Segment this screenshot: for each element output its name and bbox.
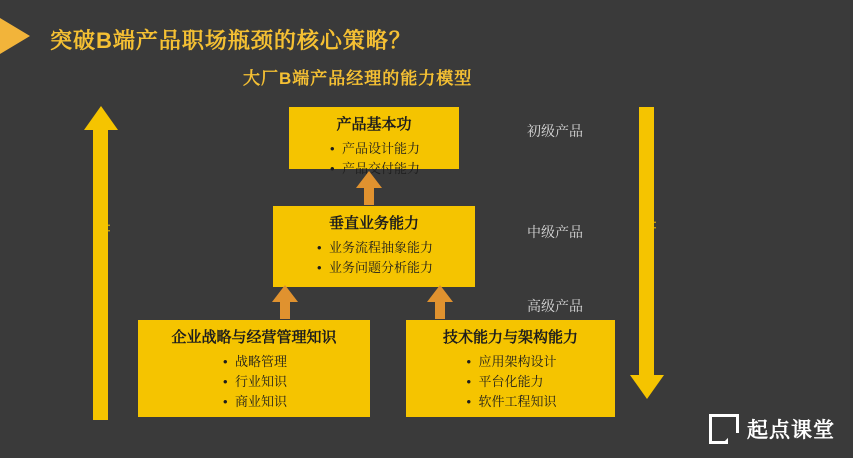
page-subtitle: 大厂B端产品经理的能力模型 (243, 69, 473, 88)
box-title: 技术能力与架构能力 (442, 329, 578, 346)
list-item: • 业务问题分析能力 (315, 258, 433, 278)
arrow-up-icon-tech-to-vertical (427, 285, 453, 319)
arrowhead (272, 285, 298, 302)
list-item: • 平台化能力 (464, 372, 556, 392)
arrow-shaft (280, 301, 290, 319)
box-item-list (464, 352, 556, 412)
header-bullet-arrow-icon (0, 18, 30, 54)
level-label-primary: 初级产品 (527, 123, 583, 139)
left-axis-arrowhead-up-icon (84, 106, 118, 130)
box-title: 企业战略与经营管理知识 (171, 329, 337, 346)
list-item: • 行业知识 (221, 372, 287, 392)
list-item: • 软件工程知识 (464, 392, 556, 412)
arrow-up-icon-vertical-to-basics (356, 171, 382, 205)
list-item: • 业务流程抽象能力 (315, 238, 433, 258)
level-label-middle: 中级产品 (527, 224, 583, 240)
brand-logo (709, 414, 835, 444)
box-item-list (315, 238, 433, 278)
arrowhead (356, 171, 382, 188)
list-item: • 产品设计能力 (328, 139, 420, 159)
logo-text: 起点课堂 (747, 419, 835, 442)
right-axis-label: 技能提升：自上而下 (639, 166, 666, 300)
box-technical-architecture[interactable] (406, 320, 615, 417)
list-item: • 商业知识 (221, 392, 287, 412)
arrow-up-icon-strategy-to-vertical (272, 285, 298, 319)
right-axis-arrowhead-down-icon (630, 375, 664, 399)
box-product-basics[interactable] (289, 107, 459, 176)
arrow-shaft (435, 301, 445, 319)
level-label-advanced: 高级产品 (527, 298, 583, 314)
arrowhead (427, 285, 453, 302)
box-title: 产品基本功 (336, 116, 412, 133)
list-item: • 战略管理 (221, 352, 287, 372)
page-title: 突破B端产品职场瓶颈的核心策略？ (50, 28, 412, 53)
left-axis-label: 产品实施：自下而上 (93, 169, 120, 303)
box-enterprise-strategy[interactable] (138, 320, 370, 417)
box-item-list (221, 352, 287, 412)
box-title: 垂直业务能力 (328, 215, 419, 232)
logo-mark-icon (709, 414, 739, 444)
arrow-shaft (364, 187, 374, 205)
list-item: • 产品交付能力 (328, 159, 420, 179)
list-item: • 应用架构设计 (464, 352, 556, 372)
box-vertical-business[interactable] (273, 206, 475, 287)
